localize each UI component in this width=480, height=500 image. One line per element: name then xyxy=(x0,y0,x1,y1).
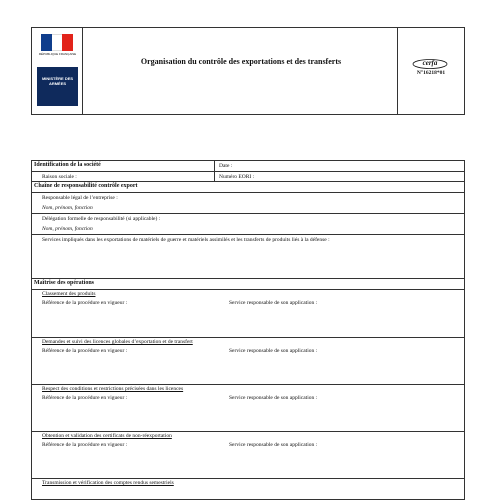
service-responsible-label: Service responsable de son application : xyxy=(229,395,318,401)
raison-sociale-label[interactable]: Raison sociale : xyxy=(42,174,77,180)
form-table xyxy=(31,160,465,500)
operation-title: Classement des produits xyxy=(42,291,96,297)
operation-row[interactable] xyxy=(32,338,464,385)
operation-row[interactable] xyxy=(32,479,464,499)
identification-label: Identification de la société xyxy=(34,162,101,168)
operation-title: Demandes et suivi des licences globales d’exportation et de transfert xyxy=(42,339,193,345)
operation-row[interactable] xyxy=(32,385,464,432)
ops-section-row xyxy=(32,279,464,290)
republic-text: RÉPUBLIQUE FRANÇAISE xyxy=(38,52,77,56)
cerfa-logo xyxy=(412,59,448,69)
flag-icon xyxy=(41,34,73,51)
ministry-logo xyxy=(37,34,78,108)
procedure-reference-label: Référence de la procédure en vigueur : xyxy=(42,442,128,448)
page-title: Organisation du contrôle des exportations et des transferts xyxy=(140,57,342,66)
ministry-text: MINISTÈRE DES ARMÉES xyxy=(41,76,74,86)
delegation-hint: Nom, prénom, fonction xyxy=(42,226,93,232)
procedure-reference-label: Référence de la procédure en vigueur : xyxy=(42,395,128,401)
form-header xyxy=(31,27,465,115)
delegation-row[interactable] xyxy=(32,214,464,235)
delegation-label: Délégation formelle de responsabilité (si applicable) : xyxy=(42,216,161,222)
raison-sociale-row xyxy=(32,172,464,182)
operation-title: Transmission et vérification des comptes rendus semestriels xyxy=(42,480,174,486)
chain-section-row xyxy=(32,182,464,193)
legal-rep-hint: Nom, prénom, fonction xyxy=(42,205,93,211)
legal-rep-row[interactable] xyxy=(32,193,464,214)
cerfa-number: N°16218*01 xyxy=(416,70,446,76)
chain-section-heading: Chaîne de responsabilité contrôle export xyxy=(34,183,138,189)
services-label: Services impliqués dans les exportations de matériels de guerre et matériels assimilés et les transferts de produits liés à la défense : xyxy=(42,237,330,243)
service-responsible-label: Service responsable de son application : xyxy=(229,442,318,448)
eori-label[interactable]: Numéro EORI : xyxy=(219,174,255,180)
procedure-reference-label: Référence de la procédure en vigueur : xyxy=(42,348,128,354)
legal-rep-label: Responsable légal de l’entreprise : xyxy=(42,195,118,201)
operation-row[interactable] xyxy=(32,432,464,479)
operation-title: Obtention et validation des certificats de non-réexportation xyxy=(42,433,172,439)
procedure-reference-label: Référence de la procédure en vigueur : xyxy=(42,300,128,306)
ministry-block xyxy=(37,67,78,106)
service-responsible-label: Service responsable de son application : xyxy=(229,348,318,354)
cerfa-logo-text: cerfa xyxy=(422,59,438,67)
ops-section-heading: Maîtrise des opérations xyxy=(34,280,94,286)
logo-cell xyxy=(32,28,83,114)
identification-row xyxy=(32,161,464,172)
service-responsible-label: Service responsable de son application : xyxy=(229,300,318,306)
operation-row[interactable] xyxy=(32,290,464,338)
services-row[interactable] xyxy=(32,235,464,279)
date-label[interactable]: Date : xyxy=(219,163,233,169)
operation-title: Respect des conditions et restrictions précisées dans les licences xyxy=(42,386,184,392)
cerfa-cell xyxy=(397,28,464,114)
